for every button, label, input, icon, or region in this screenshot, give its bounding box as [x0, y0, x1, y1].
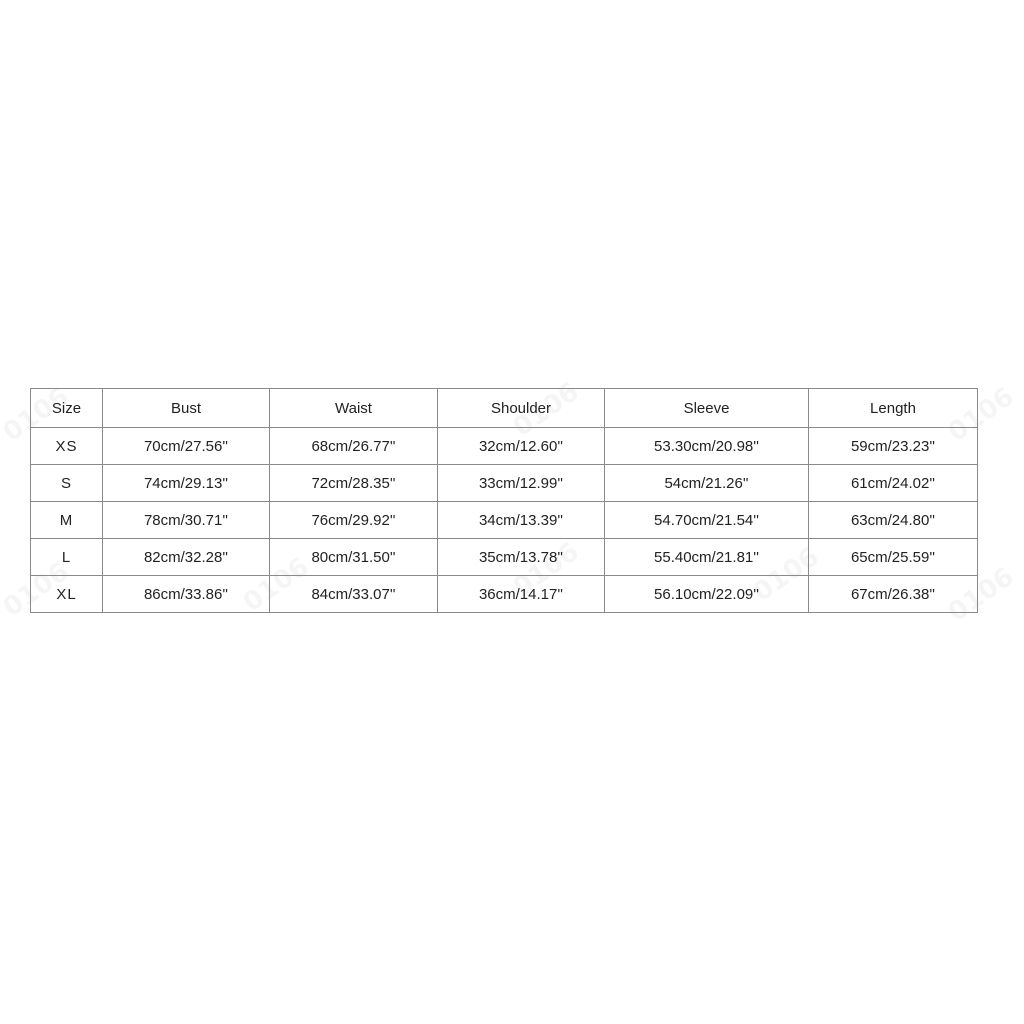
bust-cell: 78cm/30.71'': [103, 502, 270, 539]
table-header-row: [31, 389, 978, 428]
shoulder-cell: 35cm/13.78'': [438, 539, 605, 576]
waist-cell: 68cm/26.77'': [270, 428, 438, 465]
size-cell: M: [31, 502, 103, 539]
bust-cell: 70cm/27.56'': [103, 428, 270, 465]
sleeve-cell: 54cm/21.26'': [605, 465, 809, 502]
waist-cell: 84cm/33.07'': [270, 576, 438, 613]
shoulder-cell: 34cm/13.39'': [438, 502, 605, 539]
table-row: [31, 539, 978, 576]
table-row: [31, 502, 978, 539]
size-cell: S: [31, 465, 103, 502]
size-cell: XS: [31, 428, 103, 465]
sleeve-cell: 54.70cm/21.54'': [605, 502, 809, 539]
column-header-bust: Bust: [103, 389, 270, 428]
sleeve-cell: 53.30cm/20.98'': [605, 428, 809, 465]
bust-cell: 82cm/32.28'': [103, 539, 270, 576]
sleeve-cell: 55.40cm/21.81'': [605, 539, 809, 576]
column-header-size: Size: [31, 389, 103, 428]
column-header-sleeve: Sleeve: [605, 389, 809, 428]
waist-cell: 80cm/31.50'': [270, 539, 438, 576]
length-cell: 61cm/24.02'': [809, 465, 978, 502]
waist-cell: 76cm/29.92'': [270, 502, 438, 539]
column-header-length: Length: [809, 389, 978, 428]
shoulder-cell: 33cm/12.99'': [438, 465, 605, 502]
length-cell: 63cm/24.80'': [809, 502, 978, 539]
column-header-waist: Waist: [270, 389, 438, 428]
size-chart-table: [30, 388, 978, 613]
table-row: [31, 576, 978, 613]
sleeve-cell: 56.10cm/22.09'': [605, 576, 809, 613]
length-cell: 65cm/25.59'': [809, 539, 978, 576]
bust-cell: 86cm/33.86'': [103, 576, 270, 613]
length-cell: 67cm/26.38'': [809, 576, 978, 613]
waist-cell: 72cm/28.35'': [270, 465, 438, 502]
column-header-shoulder: Shoulder: [438, 389, 605, 428]
table-row: [31, 428, 978, 465]
length-cell: 59cm/23.23'': [809, 428, 978, 465]
shoulder-cell: 32cm/12.60'': [438, 428, 605, 465]
shoulder-cell: 36cm/14.17'': [438, 576, 605, 613]
size-cell: XL: [31, 576, 103, 613]
size-cell: L: [31, 539, 103, 576]
bust-cell: 74cm/29.13'': [103, 465, 270, 502]
table-row: [31, 465, 978, 502]
